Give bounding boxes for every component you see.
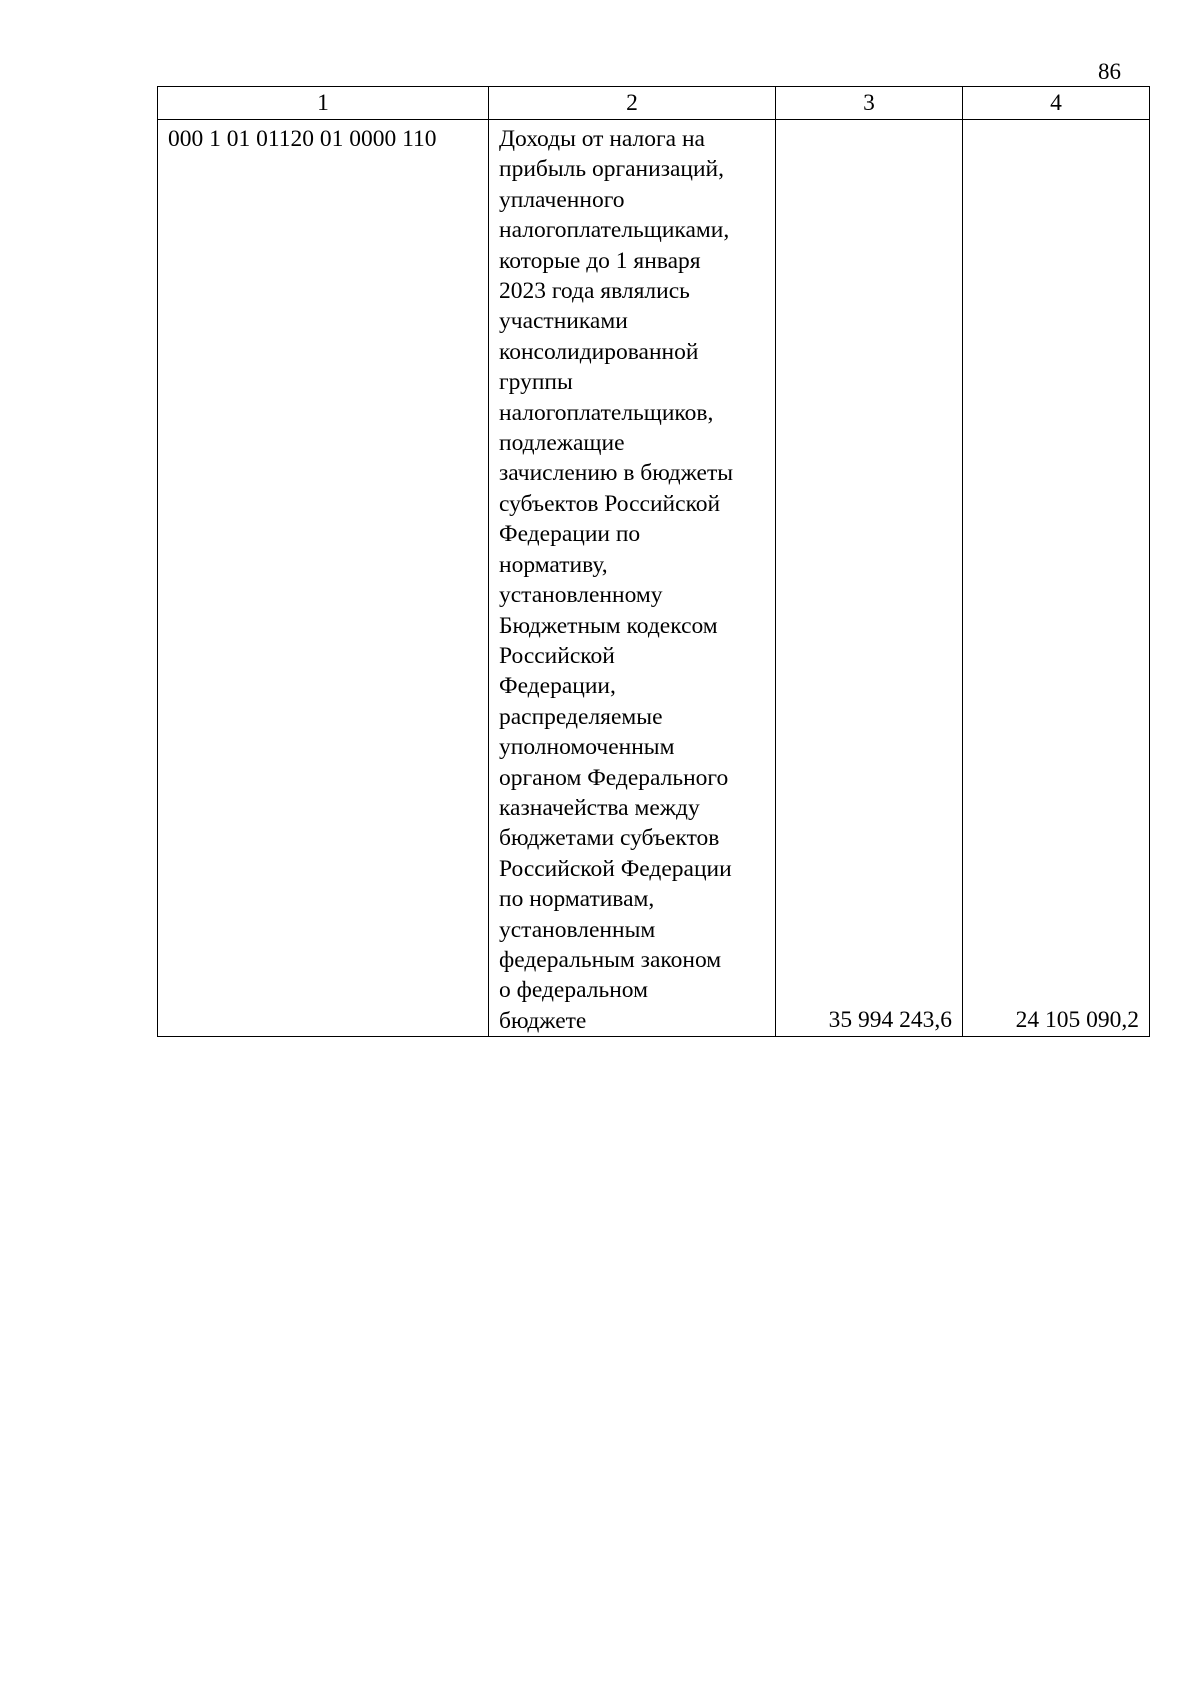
column-header-1: 1 — [158, 87, 489, 120]
description-line: Российской Федерации — [499, 855, 732, 882]
description-line: казначейства между — [499, 794, 700, 821]
description-line: подлежащие — [499, 430, 625, 457]
description-line: прибыль организаций, — [499, 156, 725, 183]
amount-column-4: 24 105 090,2 — [963, 120, 1150, 1037]
description-line: Доходы от налога на — [499, 126, 705, 152]
description-line: 2023 года являлись — [499, 278, 690, 305]
description-line: уплаченного — [499, 186, 625, 213]
description-line: нормативу, — [499, 551, 608, 578]
description-line: установленному — [499, 582, 663, 609]
description-line: консолидированной — [499, 338, 699, 365]
description-line: Федерации, — [499, 673, 616, 700]
description-line: бюджетами субъектов — [499, 825, 720, 852]
budget-classification-code: 000 1 01 01120 01 0000 110 — [158, 120, 489, 1037]
description-line: участниками — [499, 308, 628, 335]
description-line: о федеральном — [499, 977, 648, 1004]
page-number: 86 — [1098, 59, 1121, 84]
description-line: субъектов Российской — [499, 490, 721, 517]
column-header-2: 2 — [489, 87, 776, 120]
table-header-row — [158, 87, 1150, 120]
description-line: налогоплательщиками, — [499, 217, 730, 244]
amount-column-3: 35 994 243,6 — [776, 120, 963, 1037]
description-line: органом Федерального — [499, 764, 729, 791]
description-line: Российской — [499, 642, 615, 669]
budget-table — [157, 86, 1150, 1037]
description-line: установленным — [499, 916, 656, 943]
description-line: распределяемые — [499, 703, 663, 730]
column-header-4: 4 — [963, 87, 1150, 120]
table-row — [158, 120, 1150, 1037]
description-line: налогоплательщиков, — [499, 399, 714, 426]
description-line: бюджете — [499, 1007, 587, 1034]
description-line: Бюджетным кодексом — [499, 612, 718, 639]
description-line: группы — [499, 369, 573, 396]
description-line: зачислению в бюджеты — [499, 460, 734, 487]
description-line: Федерации по — [499, 521, 641, 548]
income-description — [489, 120, 776, 1037]
column-header-3: 3 — [776, 87, 963, 120]
description-line: по нормативам, — [499, 886, 655, 913]
description-line: которые до 1 января — [499, 247, 701, 274]
description-line: уполномоченным — [499, 734, 675, 761]
description-line: федеральным законом — [499, 946, 722, 973]
